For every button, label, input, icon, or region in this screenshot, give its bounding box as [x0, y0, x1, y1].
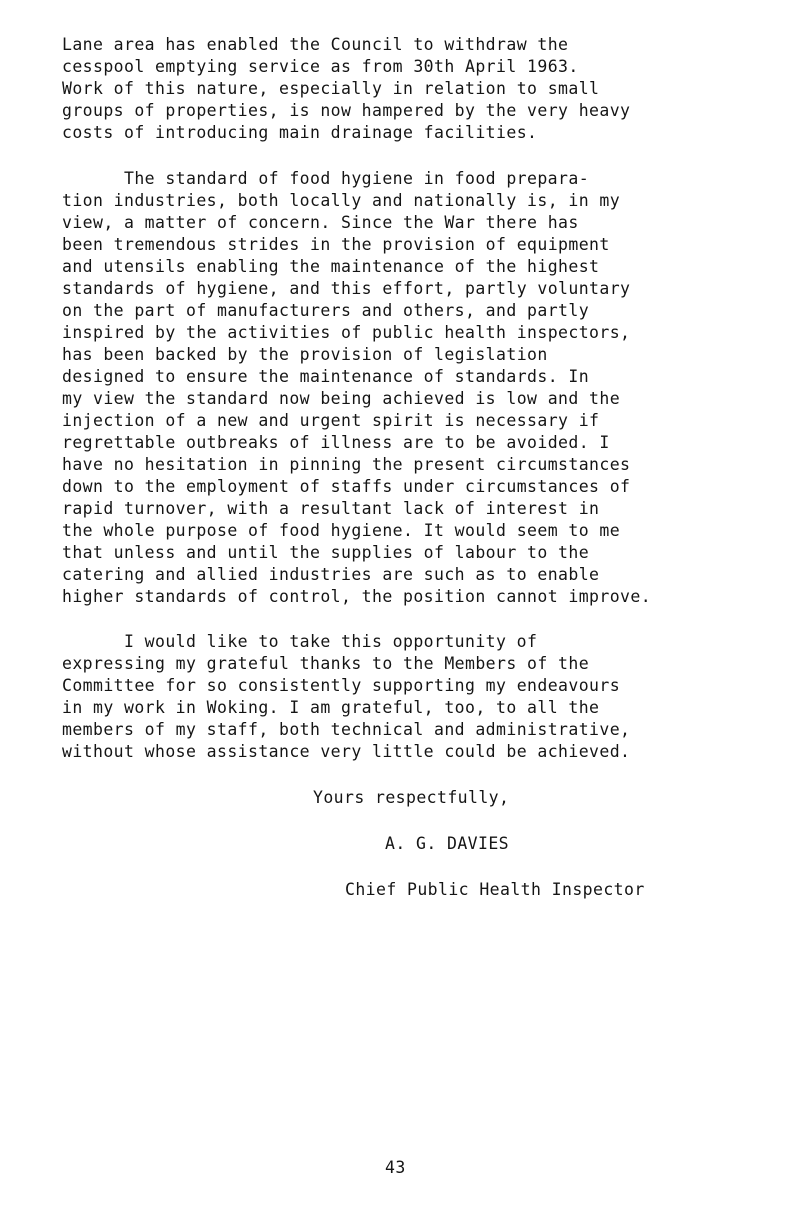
text-line: rapid turnover, with a resultant lack of interest in [62, 499, 600, 518]
text-line: down to the employment of staffs under circumstances of [62, 477, 631, 496]
text-line: injection of a new and urgent spirit is necessary if [62, 411, 600, 430]
text-line: Committee for so consistently supporting my endeavours [62, 676, 621, 695]
text-line: Work of this nature, especially in relation to small [62, 79, 600, 98]
text-line: have no hesitation in pinning the present circumstances [62, 455, 631, 474]
text-line: regrettable outbreaks of illness are to be avoided. I [62, 433, 610, 452]
text-line: inspired by the activities of public health inspectors, [62, 323, 631, 342]
text-line: catering and allied industries are such as to enable [62, 565, 600, 584]
text-line: without whose assistance very little could be achieved. [62, 742, 631, 761]
text-line: costs of introducing main drainage facilities. [62, 123, 538, 142]
text-line: that unless and until the supplies of labour to the [62, 543, 590, 562]
text-line: the whole purpose of food hygiene. It would seem to me [62, 521, 621, 540]
text-line: Lane area has enabled the Council to withdraw the [62, 35, 569, 54]
text-line: designed to ensure the maintenance of standards. In [62, 367, 590, 386]
text-line: tion industries, both locally and nationally is, in my [62, 191, 621, 210]
text-line: groups of properties, is now hampered by the very heavy [62, 101, 631, 120]
text-line: been tremendous strides in the provision of equipment [62, 235, 610, 254]
page-number: 43 [385, 1158, 406, 1177]
text-line: view, a matter of concern. Since the War there has [62, 213, 579, 232]
text-line: has been backed by the provision of legislation [62, 345, 548, 364]
signatory-name: A. G. DAVIES [385, 834, 510, 853]
signatory-title: Chief Public Health Inspector [345, 880, 645, 899]
text-line: standards of hygiene, and this effort, partly voluntary [62, 279, 631, 298]
text-line: members of my staff, both technical and administrative, [62, 720, 631, 739]
text-line: higher standards of control, the position cannot improve. [62, 587, 652, 606]
text-line: The standard of food hygiene in food prepara- [124, 169, 590, 188]
text-line: in my work in Woking. I am grateful, too, to all the [62, 698, 600, 717]
text-line: and utensils enabling the maintenance of the highest [62, 257, 600, 276]
text-line: my view the standard now being achieved is low and the [62, 389, 621, 408]
text-line: expressing my grateful thanks to the Members of the [62, 654, 590, 673]
closing-salutation: Yours respectfully, [313, 788, 510, 807]
text-line: cesspool emptying service as from 30th April 1963. [62, 57, 579, 76]
text-line: I would like to take this opportunity of [124, 632, 538, 651]
text-line: on the part of manufacturers and others, and partly [62, 301, 590, 320]
